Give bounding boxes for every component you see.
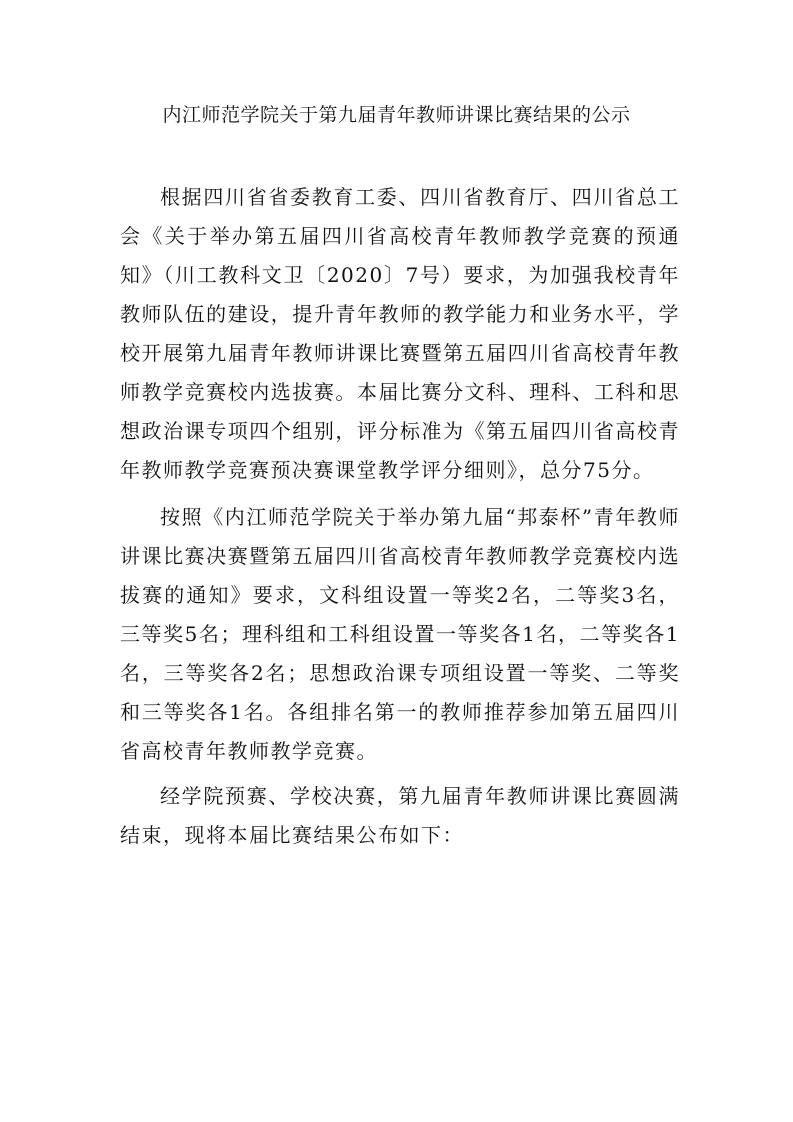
paragraph-award-settings: 按照《内江师范学院关于举办第九届“邦泰杯”青年教师讲课比赛决赛暨第五届四川省高校青年教师教学竞赛校内选拔赛的通知》要求，文科组设置一等奖2名，二等奖3名，三等奖5名；理科组和工科组设置一等奖各1名，二等奖各1名，三等奖各2名；思想政治课专项组设置一等奖、二等奖和三等奖各1名。各组排名第一的教师推荐参加第五届四川省高校青年教师教学竞赛。 [120, 505, 680, 763]
document-title: 内江师范学院关于第九届青年教师讲课比赛结果的公示 [162, 104, 631, 126]
document-body [120, 178, 680, 855]
paragraph-competition-background: 根据四川省省委教育工委、四川省教育厅、四川省总工会《关于举办第五届四川省高校青年教师教学竞赛的预通知》（川工教科文卫〔2020〕7号）要求，为加强我校青年教师队伍的建设，提升青年教师的教学能力和业务水平，学校开展第九届青年教师讲课比赛暨第五届四川省高校青年教师教学竞赛校内选拔赛。本届比赛分文科、理科、工科和思想政治课专项四个组别，评分标准为《第五届四川省高校青年教师教学竞赛预决赛课堂教学评分细则》，总分75分。 [120, 185, 680, 482]
paragraph-results-announcement: 经学院预赛、学校决赛，第九届青年教师讲课比赛圆满结束，现将本届比赛结果公布如下： [120, 784, 680, 847]
